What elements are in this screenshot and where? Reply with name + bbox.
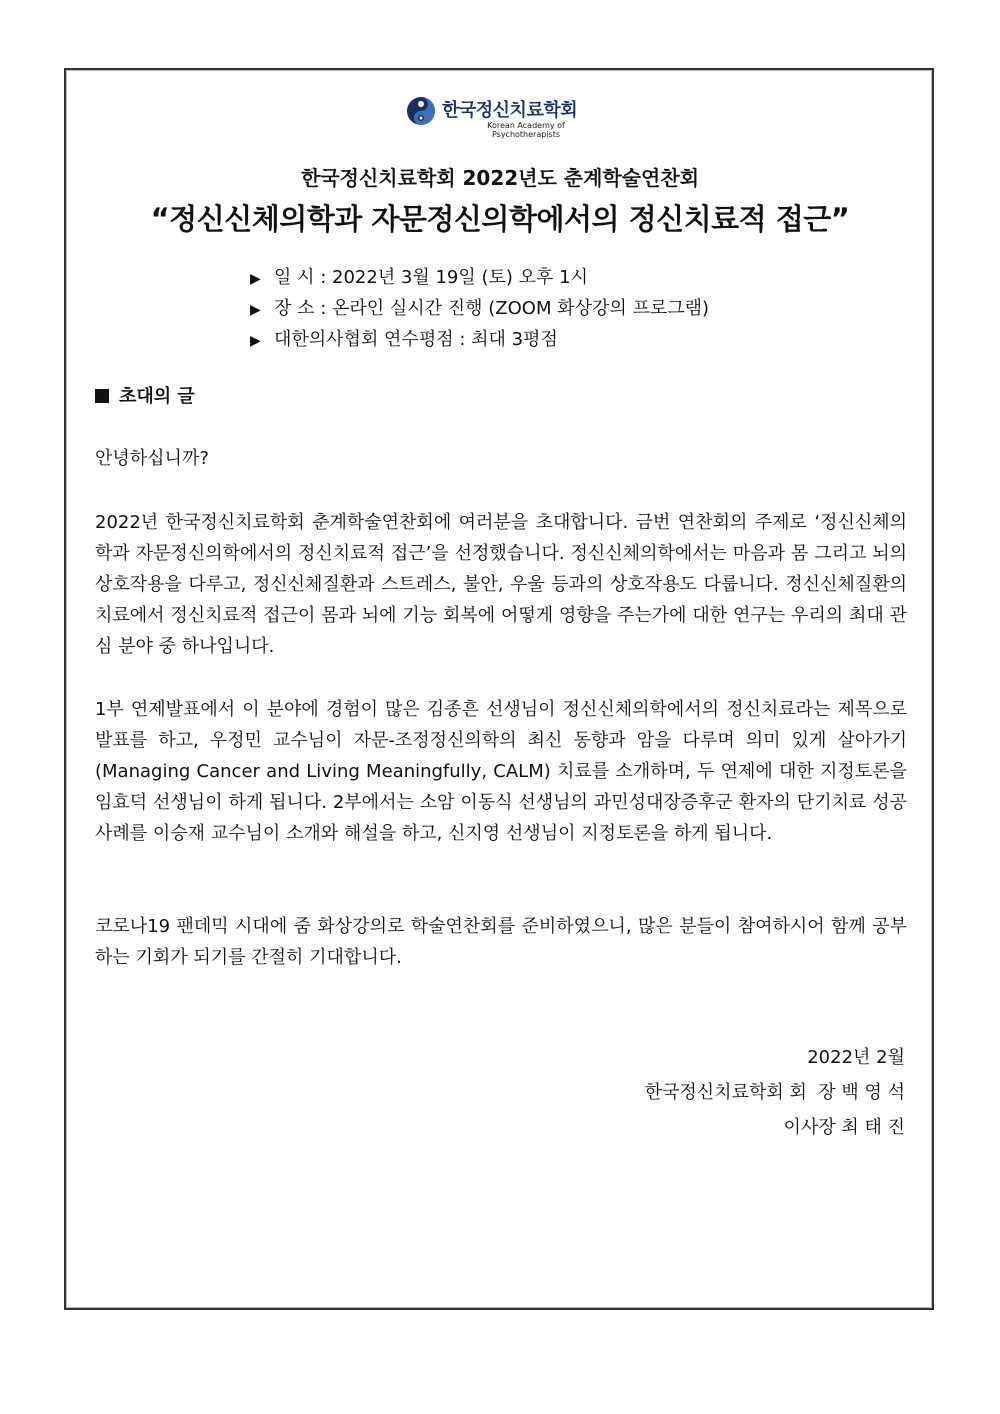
triangle-bullet-icon: ▶ xyxy=(250,333,261,349)
square-bullet-icon xyxy=(95,389,109,403)
signature-president: 한국정신치료학회 회 장 백 영 석 xyxy=(644,1082,905,1103)
society-logo xyxy=(406,96,606,146)
info-location-text: 장 소 : 온라인 실시간 진행 (ZOOM 화상강의 프로그램) xyxy=(274,298,710,319)
triangle-bullet-icon: ▶ xyxy=(250,302,261,318)
info-datetime-text: 일 시 : 2022년 3월 19일 (토) 오후 1시 xyxy=(274,267,588,288)
body-paragraph-3: 코로나19 팬데믹 시대에 줌 화상강의로 학술연찬회를 준비하였으니, 많은 분들이 참여하시어 함께 공부하는 기회가 되기를 간절히 기대합니다. xyxy=(95,916,907,968)
logo-english-line1: Korean Academy of xyxy=(487,121,565,130)
event-title: “정신신체의학과 자문정신의학에서의 정신치료적 접근” xyxy=(150,202,850,236)
logo-korean-name: 한국정신치료학회 xyxy=(442,100,578,121)
logo-english-name xyxy=(466,121,586,139)
invitation-heading-text: 초대의 글 xyxy=(119,386,195,407)
signature-chairman: 이사장 최 태 진 xyxy=(783,1117,905,1138)
greeting: 안녕하십니까? xyxy=(95,448,209,469)
body-paragraph-2: 1부 연제발표에서 이 분야에 경험이 많은 김종흔 선생님이 정신신체의학에서의 정신치료라는 제목으로 발표를 하고, 우정민 교수님이 자문-조정정신의학의 최신 동향과 암을 다루며 의미 있게 살아가기(Managing Cancer and Living Meaningfully, CALM) 치료를 소개하며, 두 연제에 대한 지정토론을 임효덕 선생님이 하게 됩니다. 2부에서는 소암 이동식 선생님의 과민성대장증후군 환자의 단기치료 성공사례를 이승재 교수님이 소개와 해설을 하고, 신지영 선생님이 지정토론을 하게 됩니다. xyxy=(95,699,907,844)
info-credits-text: 대한의사협회 연수평점 : 최대 3평점 xyxy=(274,329,558,350)
info-row-location xyxy=(250,294,709,325)
logo-english-line2: Psychotherapists xyxy=(491,130,561,139)
event-info-list xyxy=(250,263,709,356)
info-row-datetime xyxy=(250,263,709,294)
event-subtitle: 한국정신치료학회 2022년도 춘계학술연찬회 xyxy=(300,166,700,190)
info-row-credits xyxy=(250,325,709,356)
body-paragraph-1: 2022년 한국정신치료학회 춘계학술연찬회에 여러분을 초대합니다. 금번 연찬회의 주제로 ‘정신신체의학과 자문정신의학에서의 정신치료적 접근’을 선정했습니다. 정신신체의학에서는 마음과 몸 그리고 뇌의 상호작용을 다루고, 정신신체질환과 스트레스, 불안, 우울 등과의 상호작용도 다룹니다. 정신신체질환의 치료에서 정신치료적 접근이 몸과 뇌에 기능 회복에 어떻게 영향을 주는가에 대한 연구는 우리의 최대 관심 분야 중 하나입니다. xyxy=(95,512,907,657)
invitation-heading xyxy=(95,382,195,408)
signature-date: 2022년 2월 xyxy=(807,1047,905,1068)
triangle-bullet-icon: ▶ xyxy=(250,271,261,287)
taegeuk-logo-icon xyxy=(406,96,436,126)
signature-block xyxy=(645,1040,905,1145)
